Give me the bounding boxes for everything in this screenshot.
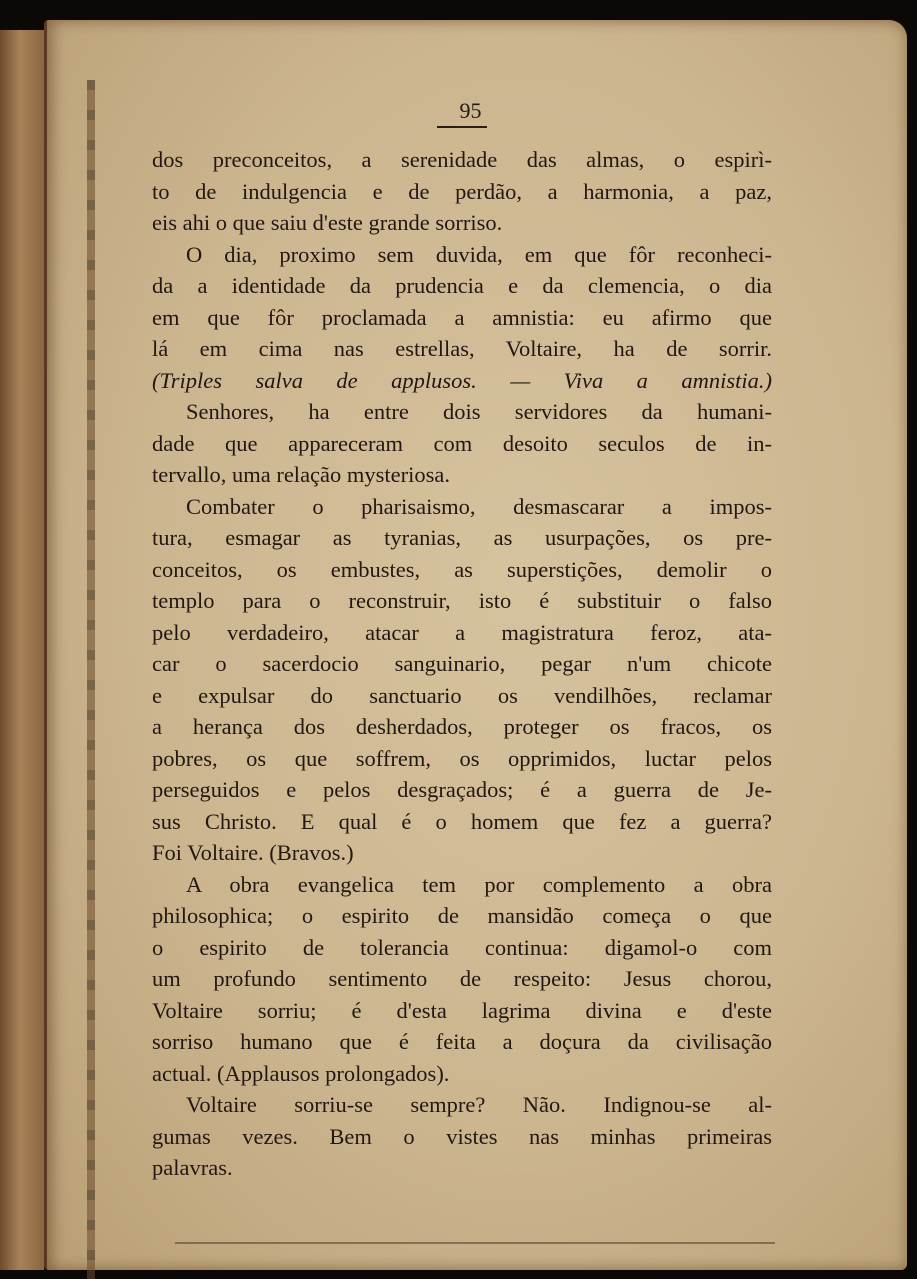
text-line: a herança dos desherdados, proteger os fracos, os (152, 714, 772, 739)
text-line: e expulsar do sanctuario os vendilhões, reclamar (152, 682, 772, 708)
text-line: Senhores, ha entre dois servidores da humani- (186, 399, 772, 424)
text-line: A obra evangelica tem por complemento a obra (186, 871, 772, 897)
text-line: sus Christo. E qual é o homem que fez a guerra? (152, 808, 772, 834)
text-line: Foi Voltaire. (Bravos.) (152, 840, 354, 865)
text-line: o espirito de tolerancia continua: digamol-o com (152, 934, 772, 960)
text-line: tervallo, uma relação mysteriosa. (152, 462, 451, 487)
bottom-edge-shadow (175, 1242, 775, 1244)
text-line: palavras. (152, 1155, 233, 1180)
text-line: dade que appareceram com desoito seculos de in- (152, 430, 772, 456)
text-line: car o sacerdocio sanguinario, pegar n'um chicote (152, 651, 772, 676)
text-line: lá em cima nas estrellas, Voltaire, ha de sorrir. (152, 336, 772, 361)
text-line: conceitos, os embustes, as superstições, demolir o (152, 556, 772, 582)
previous-page-edge (0, 30, 44, 1270)
folio-rule (437, 126, 487, 128)
text-line: sorriso humano que é feita a doçura da civilisação (152, 1029, 772, 1054)
text-line: tura, esmagar as tyranias, as usurpações, os pre- (152, 525, 772, 550)
text-line: templo para o reconstruir, isto é substituir o falso (152, 588, 772, 613)
text-line: em que fôr proclamada a amnistia: eu afirmo que (152, 304, 772, 330)
page-number: 95 (459, 98, 482, 123)
text-line: Voltaire sorriu-se sempre? Não. Indignou-se al- (186, 1092, 772, 1117)
text-line: Voltaire sorriu; é d'esta lagrima divina e d'este (152, 997, 772, 1023)
binding-shadow (87, 80, 95, 1279)
text-line: (Triples salva de applusos. — Viva a amnistia.) (152, 367, 772, 393)
text-line: to de indulgencia e de perdão, a harmonia, a paz, (152, 178, 772, 204)
text-line: da a identidade da prudencia e da clemencia, o dia (152, 273, 772, 298)
text-line: perseguidos e pelos desgraçados; é a guerra de Je- (152, 777, 772, 802)
text-line: gumas vezes. Bem o vistes nas minhas primeiras (152, 1123, 772, 1149)
text-line: dos preconceitos, a serenidade das almas, o espirì- (152, 147, 772, 172)
text-line: pobres, os que soffrem, os opprimidos, luctar pelos (152, 745, 772, 771)
text-line: Combater o pharisaismo, desmascarar a impos- (186, 493, 772, 519)
text-line: O dia, proximo sem duvida, em que fôr reconheci- (186, 241, 772, 267)
text-line: philosophica; o espirito de mansidão começa o que (152, 903, 772, 928)
text-line: pelo verdadeiro, atacar a magistratura feroz, ata- (152, 619, 772, 645)
page-body-text (152, 144, 772, 1184)
text-line: actual. (Applausos prolongados). (152, 1060, 450, 1086)
text-line: eis ahi o que saiu d'este grande sorriso. (152, 210, 503, 235)
text-line: um profundo sentimento de respeito: Jesus chorou, (152, 966, 772, 991)
